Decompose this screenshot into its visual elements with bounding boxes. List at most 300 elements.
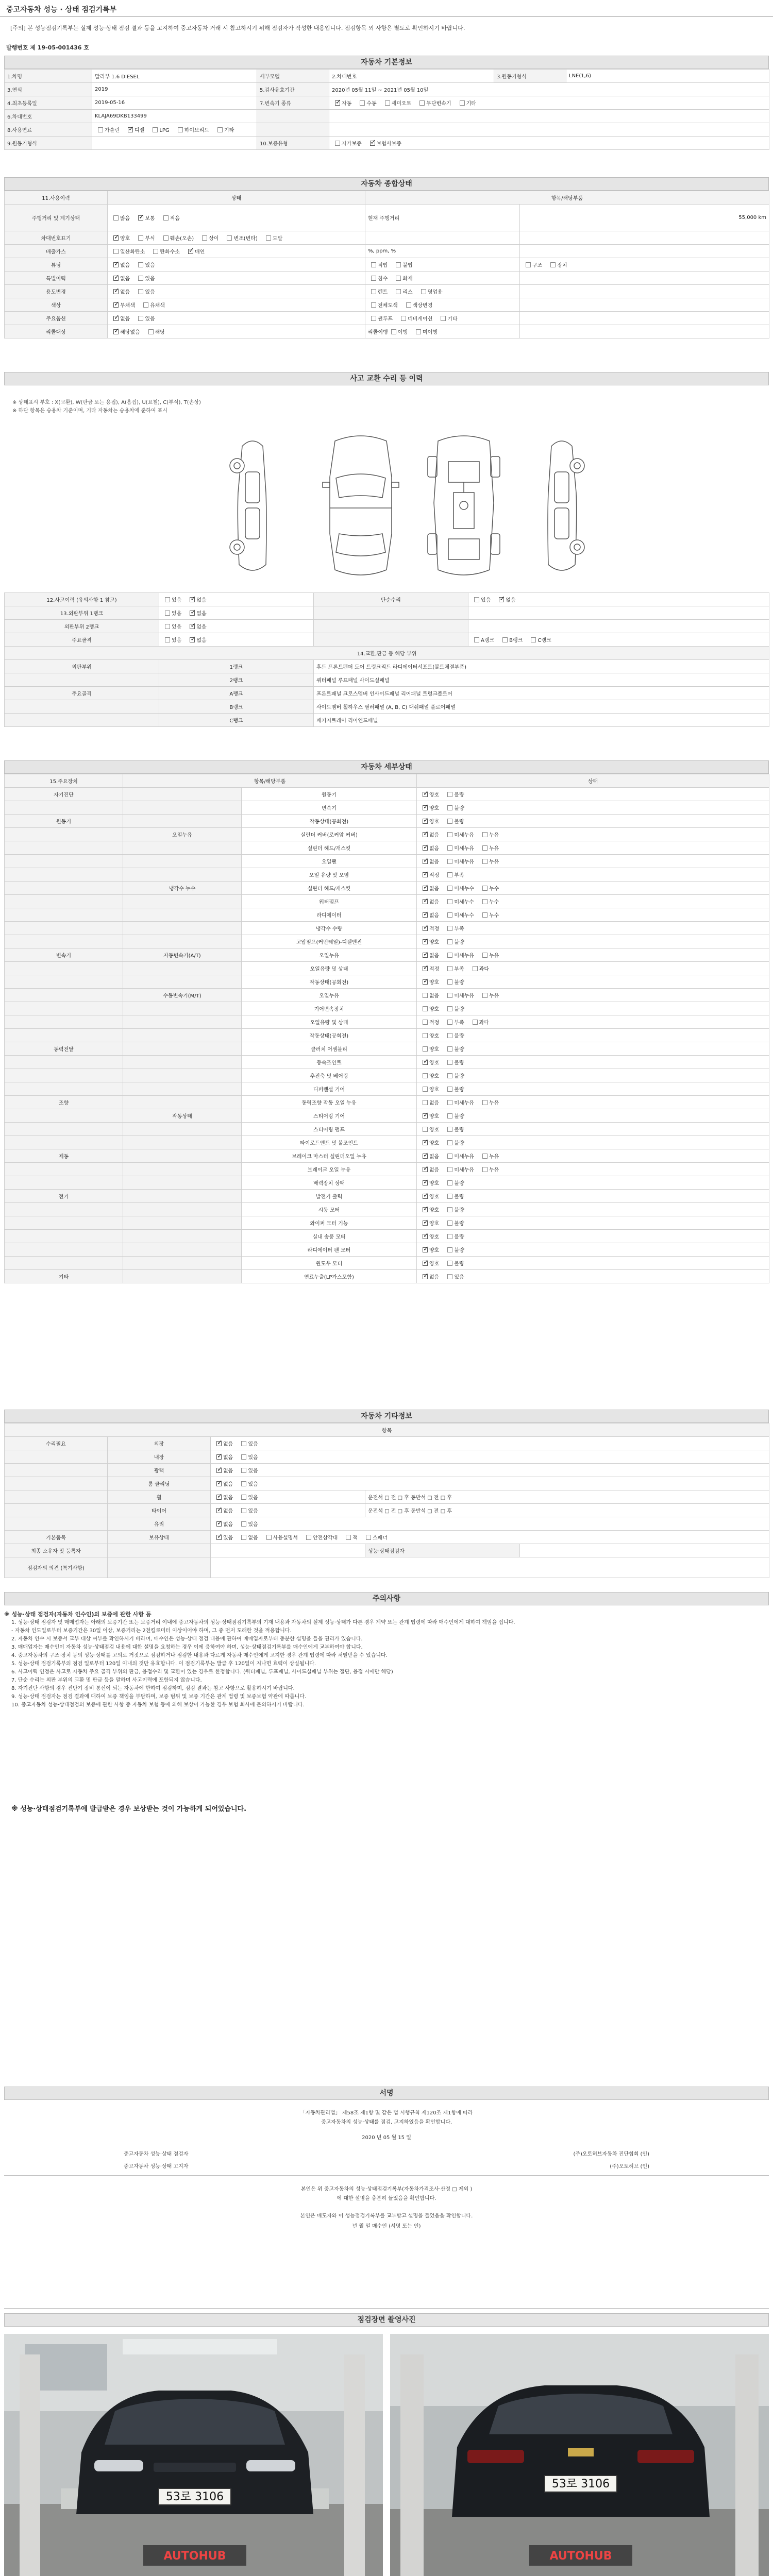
- checkbox[interactable]: [113, 316, 119, 321]
- checkbox[interactable]: [482, 912, 488, 918]
- detail-item: 오일 유량 및 오염: [242, 868, 417, 882]
- checkbox[interactable]: [423, 1046, 428, 1052]
- section-other-info: 자동차 기타정보: [4, 1410, 769, 1423]
- checkbox[interactable]: [447, 1234, 452, 1239]
- note-item: 1. 성능·상태 점검자 및 매매업자는 아래의 보증기간 또는 보증거리 이내에 중고자동차의 성능·상태점검기록부의 기재 내용과 자동차의 실제 성능·상태가 다른 경우 계약 또는 관계 법령에 따라 매수인에게 대하여 책임을 집니다.: [11, 1620, 515, 1625]
- checkbox[interactable]: [241, 1468, 246, 1473]
- other-options: [211, 1464, 769, 1477]
- parts-row: [5, 700, 769, 714]
- option: [419, 1058, 439, 1066]
- checkbox[interactable]: [447, 805, 452, 810]
- parts-group: [5, 700, 159, 714]
- checkbox[interactable]: [419, 100, 425, 106]
- basic-label: 3.연식: [5, 83, 92, 96]
- other-item: [108, 1544, 211, 1557]
- parts-row: [5, 673, 769, 687]
- other-category: [5, 1450, 108, 1464]
- option-label: 불량: [454, 1087, 464, 1093]
- option: [393, 287, 412, 295]
- checkbox[interactable]: [216, 1468, 222, 1473]
- detail-row: [5, 1257, 769, 1270]
- detail-subgroup: 자동변속기(A/T): [123, 948, 242, 962]
- option: [419, 1139, 439, 1146]
- option-label: 미세누유: [454, 846, 474, 852]
- checkbox[interactable]: [98, 127, 103, 132]
- checkbox[interactable]: [423, 1247, 428, 1252]
- overall-sub: [365, 258, 520, 272]
- checkbox[interactable]: [371, 316, 376, 321]
- checkbox[interactable]: [482, 899, 488, 904]
- checkbox[interactable]: [550, 262, 556, 267]
- option-label: 보통: [145, 216, 155, 222]
- checkbox[interactable]: [447, 1087, 452, 1092]
- checkbox[interactable]: [441, 316, 446, 321]
- checkbox[interactable]: [346, 1535, 351, 1540]
- checkbox[interactable]: [447, 1033, 452, 1038]
- checkbox[interactable]: [241, 1508, 246, 1513]
- detail-subgroup: [123, 801, 242, 815]
- basic-row: [5, 96, 769, 110]
- checkbox[interactable]: [447, 1020, 452, 1025]
- checkbox[interactable]: [499, 597, 504, 602]
- accident-row: [5, 593, 769, 606]
- other-item: 휠: [108, 1490, 211, 1504]
- option-label: 해당없음: [120, 330, 140, 335]
- checkbox[interactable]: [423, 1234, 428, 1239]
- checkbox[interactable]: [482, 886, 488, 891]
- checkbox[interactable]: [148, 329, 154, 334]
- checkbox[interactable]: [482, 845, 488, 851]
- checkbox[interactable]: [423, 1006, 428, 1011]
- option-label: 탄화수소: [160, 249, 180, 255]
- checkbox[interactable]: [423, 859, 428, 864]
- detail-category: [5, 1056, 123, 1069]
- column-header: 항목/해당부품: [123, 774, 417, 788]
- note-item: 4. 중고자동차의 구조·장치 등의 성능·상태를 고의로 거짓으로 점검하거나 점검한 내용과 다르게 자동차 매수인에게 고지한 경우 관계 법령에 따라 처벌받을 수 있습니다.: [11, 1653, 388, 1658]
- checkbox[interactable]: [391, 329, 396, 334]
- checkbox[interactable]: [188, 249, 193, 254]
- checkbox[interactable]: [138, 276, 143, 281]
- checkbox[interactable]: [371, 289, 376, 294]
- checkbox[interactable]: [447, 1167, 452, 1172]
- checkbox[interactable]: [216, 1441, 222, 1446]
- option-label: 불량: [454, 1007, 464, 1012]
- checkbox[interactable]: [113, 235, 119, 241]
- checkbox[interactable]: [202, 235, 207, 241]
- checkbox[interactable]: [366, 1535, 371, 1540]
- accident-label: 주요골격: [5, 633, 159, 647]
- checkbox[interactable]: [138, 289, 143, 294]
- option-label: 불량: [454, 792, 464, 798]
- option-label: 누유: [489, 859, 499, 865]
- checkbox[interactable]: [482, 1167, 488, 1172]
- checkbox[interactable]: [371, 302, 376, 308]
- checkbox[interactable]: [241, 1495, 246, 1500]
- checkbox[interactable]: [190, 624, 195, 629]
- checkbox[interactable]: [113, 215, 119, 221]
- checkbox[interactable]: [423, 1060, 428, 1065]
- checkbox[interactable]: [266, 235, 271, 241]
- checkbox[interactable]: [216, 1521, 222, 1527]
- checkbox[interactable]: [423, 1154, 428, 1159]
- option-label: 있음: [248, 1482, 258, 1487]
- option-label: 리스: [402, 290, 413, 295]
- checkbox[interactable]: [138, 235, 143, 241]
- checkbox[interactable]: [416, 329, 421, 334]
- checkbox[interactable]: [163, 235, 169, 241]
- checkbox[interactable]: [423, 819, 428, 824]
- checkbox[interactable]: [190, 637, 195, 642]
- detail-item: 변속기: [242, 801, 417, 815]
- checkbox[interactable]: [447, 1247, 452, 1252]
- option: [419, 1125, 439, 1133]
- option-label: 미세누수: [454, 913, 474, 919]
- checkbox[interactable]: [447, 899, 452, 904]
- detail-item: 오일유량 및 상태: [242, 962, 417, 975]
- accident-options: [468, 620, 769, 633]
- checkbox[interactable]: [113, 302, 119, 308]
- checkbox[interactable]: [113, 329, 119, 334]
- checkbox[interactable]: [216, 1508, 222, 1513]
- checkbox[interactable]: [502, 637, 508, 642]
- car-side-right-icon: [548, 441, 584, 570]
- basic-value: 2019: [92, 83, 257, 96]
- option-label: 불량: [454, 1248, 464, 1253]
- accident-options: [468, 606, 769, 620]
- checkbox[interactable]: [447, 979, 452, 985]
- checkbox[interactable]: [482, 859, 488, 864]
- option-label: 스패너: [372, 1535, 388, 1541]
- note-item: 10. 중고자동차 성능·상태점검의 보증에 관한 사항 중 자동차 보험 등에 의해 보상이 가능한 경우 보험 회사에 문의하시기 바랍니다.: [11, 1702, 305, 1708]
- option: [162, 596, 181, 603]
- checkbox[interactable]: [113, 289, 119, 294]
- checkbox[interactable]: [423, 899, 428, 904]
- detail-item: 스티어링 기어: [242, 1109, 417, 1123]
- checkbox[interactable]: [216, 1454, 222, 1460]
- checkbox[interactable]: [227, 235, 232, 241]
- option: [162, 609, 181, 617]
- note-item: 7. 단순 수리는 외판 부위의 교환 및 판금 등을 말하며 사고이력에 포함되지 않습니다.: [11, 1677, 202, 1683]
- other-options: [211, 1477, 769, 1490]
- option-label: 양호: [429, 1208, 440, 1213]
- detail-row: [5, 989, 769, 1002]
- detail-row: [5, 935, 769, 948]
- checkbox[interactable]: [526, 262, 531, 267]
- option-label: 불량: [454, 1127, 464, 1133]
- detail-status: [417, 1042, 769, 1056]
- checkbox[interactable]: [396, 289, 401, 294]
- other-category: [5, 1517, 108, 1531]
- option: [444, 897, 474, 905]
- checkbox[interactable]: [241, 1481, 246, 1486]
- option-label: 없음: [120, 316, 130, 322]
- checkbox[interactable]: [447, 1140, 452, 1145]
- checkbox[interactable]: [423, 1020, 428, 1025]
- checkbox[interactable]: [165, 624, 170, 629]
- checkbox[interactable]: [371, 276, 376, 281]
- checkbox[interactable]: [423, 966, 428, 971]
- detail-category: [5, 868, 123, 882]
- overall-value: [520, 298, 769, 312]
- checkbox[interactable]: [217, 127, 223, 132]
- checkbox[interactable]: [447, 1073, 452, 1078]
- checkbox[interactable]: [423, 845, 428, 851]
- detail-category: [5, 1216, 123, 1230]
- checkbox[interactable]: [447, 792, 452, 797]
- checkbox[interactable]: [401, 316, 406, 321]
- option-label: 디젤: [134, 128, 145, 133]
- checkbox[interactable]: [447, 1113, 452, 1118]
- checkbox[interactable]: [474, 597, 479, 602]
- detail-status: [417, 1243, 769, 1257]
- option-label: 누유: [489, 1100, 499, 1106]
- detail-subgroup: 냉각수 누수: [123, 882, 242, 895]
- checkbox[interactable]: [165, 637, 170, 642]
- overall-head-row: [5, 191, 769, 205]
- option-label: 미세누수: [454, 900, 474, 905]
- sign-divider: [4, 2175, 769, 2176]
- option-label: 양호: [429, 792, 440, 798]
- checkbox[interactable]: [153, 127, 158, 132]
- checkbox[interactable]: [447, 1006, 452, 1011]
- checkbox[interactable]: [473, 966, 478, 971]
- option: [444, 804, 464, 811]
- detail-row: [5, 882, 769, 895]
- detail-subgroup: [123, 1149, 242, 1163]
- checkbox[interactable]: [335, 100, 340, 106]
- detail-item: 디퍼렌셜 기어: [242, 1082, 417, 1096]
- option: [145, 328, 165, 335]
- detail-row: [5, 948, 769, 962]
- checkbox[interactable]: [423, 926, 428, 931]
- checkbox[interactable]: [406, 302, 411, 308]
- accident-options: [468, 593, 769, 606]
- checkbox[interactable]: [138, 215, 143, 221]
- checkbox[interactable]: [482, 1100, 488, 1105]
- detail-item: 오일누유: [242, 948, 417, 962]
- option: [471, 636, 494, 643]
- checkbox[interactable]: [447, 845, 452, 851]
- checkbox[interactable]: [335, 141, 340, 146]
- checkbox[interactable]: [482, 993, 488, 998]
- checkbox[interactable]: [447, 1100, 452, 1105]
- option-label: 양호: [429, 1060, 440, 1066]
- option-label: 훼손(오손): [170, 236, 194, 242]
- checkbox[interactable]: [165, 611, 170, 616]
- checkbox[interactable]: [113, 276, 119, 281]
- checkbox[interactable]: [385, 100, 390, 106]
- overall-sub: [365, 325, 520, 338]
- checkbox[interactable]: [190, 611, 195, 616]
- option-label: 많음: [120, 216, 130, 222]
- checkbox[interactable]: [423, 1261, 428, 1266]
- overall-label: 특별이력: [5, 272, 108, 285]
- checkbox[interactable]: [423, 1274, 428, 1279]
- option: [479, 884, 499, 892]
- checkbox[interactable]: [423, 912, 428, 918]
- parts-row: [5, 660, 769, 673]
- checkbox[interactable]: [370, 141, 375, 146]
- option: [238, 1453, 258, 1461]
- checkbox[interactable]: [216, 1481, 222, 1486]
- checkbox[interactable]: [423, 1194, 428, 1199]
- detail-subgroup: 작동상태: [123, 1109, 242, 1123]
- option-label: 적법: [378, 263, 388, 268]
- checkbox[interactable]: [113, 262, 119, 267]
- other-row: [5, 1464, 769, 1477]
- checkbox[interactable]: [241, 1454, 246, 1460]
- checkbox[interactable]: [423, 1113, 428, 1118]
- checkbox[interactable]: [360, 100, 365, 106]
- option-label: 없음: [429, 846, 440, 852]
- checkbox[interactable]: [423, 1221, 428, 1226]
- checkbox[interactable]: [447, 886, 452, 891]
- checkbox[interactable]: [423, 953, 428, 958]
- option-label: 부족: [454, 1020, 464, 1026]
- accident-label: 외판부위 2랭크: [5, 620, 159, 633]
- checkbox[interactable]: [306, 1535, 311, 1540]
- checkbox[interactable]: [447, 832, 452, 837]
- checkbox[interactable]: [531, 637, 536, 642]
- parts-items: 사이드멤버 휠하우스 필러패널 (A, B, C) 대쉬패널 플로어패널: [314, 700, 769, 714]
- checkbox[interactable]: [447, 1046, 452, 1052]
- checkbox[interactable]: [447, 859, 452, 864]
- checkbox[interactable]: [447, 1207, 452, 1212]
- checkbox[interactable]: [423, 1167, 428, 1172]
- option-label: 없음: [506, 598, 516, 603]
- detail-row: [5, 1042, 769, 1056]
- checkbox[interactable]: [423, 1180, 428, 1185]
- checkbox[interactable]: [447, 953, 452, 958]
- detail-category: [5, 935, 123, 948]
- checkbox[interactable]: [482, 1154, 488, 1159]
- checkbox[interactable]: [138, 316, 143, 321]
- other-category: [5, 1464, 108, 1477]
- option-label: 양호: [429, 1033, 440, 1039]
- checkbox[interactable]: [165, 597, 170, 602]
- option-label: 없음: [196, 598, 207, 603]
- other-extra: 운전석 □ 전 □ 후 동반석 □ 전 □ 후: [365, 1504, 769, 1517]
- option-label: 있음: [172, 598, 182, 603]
- checkbox[interactable]: [396, 262, 401, 267]
- overall-sub: [365, 285, 520, 298]
- checkbox[interactable]: [447, 926, 452, 931]
- checkbox[interactable]: [447, 1221, 452, 1226]
- checkbox[interactable]: [447, 1194, 452, 1199]
- overall-options: [108, 258, 365, 272]
- checkbox[interactable]: [396, 276, 401, 281]
- basic-value: [329, 123, 769, 137]
- checkbox[interactable]: [447, 1060, 452, 1065]
- checkbox[interactable]: [423, 1073, 428, 1078]
- checkbox[interactable]: [423, 1100, 428, 1105]
- checkbox[interactable]: [447, 1127, 452, 1132]
- option: [149, 128, 169, 133]
- option: [213, 1520, 233, 1528]
- checkbox[interactable]: [138, 262, 143, 267]
- checkbox[interactable]: [241, 1441, 246, 1446]
- checkbox[interactable]: [482, 832, 488, 837]
- detail-status: [417, 882, 769, 895]
- sign-line: 본인은 위 중고자동차의 성능·상태점검기록부(자동차가격조사·산정 □ 제외 ): [300, 2187, 473, 2192]
- option: [444, 1139, 464, 1146]
- notice-text: [주의] 본 성능점검기록부는 실제 성능·상태 점검 결과 등을 고지하여 중고자동차 거래 시 참고하시기 위해 점검자가 작성한 내용입니다. 점검항목 외 사항은 별도로 확인하시기 바랍니다.: [10, 25, 465, 31]
- option-label: 적음: [170, 216, 180, 222]
- detail-status: [417, 1257, 769, 1270]
- checkbox[interactable]: [128, 127, 133, 132]
- basic-value: KLAJA69DKB133499: [92, 110, 257, 123]
- checkbox[interactable]: [473, 1020, 478, 1025]
- option: [444, 911, 474, 919]
- accident-row: [5, 606, 769, 620]
- checkbox[interactable]: [447, 993, 452, 998]
- checkbox[interactable]: [447, 1154, 452, 1159]
- detail-category: 조향: [5, 1096, 123, 1109]
- checkbox[interactable]: [482, 953, 488, 958]
- basic-label: 5.검사유효기간: [257, 83, 329, 96]
- checkbox[interactable]: [423, 792, 428, 797]
- checkbox[interactable]: [447, 872, 452, 877]
- checkbox[interactable]: [423, 886, 428, 891]
- checkbox[interactable]: [423, 979, 428, 985]
- checkbox[interactable]: [474, 637, 479, 642]
- checkbox[interactable]: [423, 1087, 428, 1092]
- checkbox[interactable]: [216, 1535, 222, 1540]
- other-category: [5, 1504, 108, 1517]
- checkbox[interactable]: [178, 127, 183, 132]
- checkbox[interactable]: [423, 939, 428, 944]
- overall-row: [5, 285, 769, 298]
- option: [444, 884, 474, 892]
- checkbox[interactable]: [447, 912, 452, 918]
- checkbox[interactable]: [447, 819, 452, 824]
- checkbox[interactable]: [143, 302, 148, 308]
- checkbox[interactable]: [113, 249, 119, 254]
- detail-row: [5, 1270, 769, 1283]
- checkbox[interactable]: [190, 597, 195, 602]
- checkbox[interactable]: [266, 1535, 272, 1540]
- checkbox[interactable]: [423, 993, 428, 998]
- checkbox[interactable]: [423, 1207, 428, 1212]
- checkbox[interactable]: [447, 939, 452, 944]
- checkbox[interactable]: [216, 1495, 222, 1500]
- checkbox[interactable]: [447, 1261, 452, 1266]
- checkbox[interactable]: [163, 215, 169, 221]
- checkbox[interactable]: [423, 1127, 428, 1132]
- checkbox[interactable]: [460, 100, 465, 106]
- checkbox[interactable]: [371, 262, 376, 267]
- detail-row: [5, 1002, 769, 1015]
- checkbox[interactable]: [423, 832, 428, 837]
- option: [393, 274, 412, 282]
- checkbox[interactable]: [241, 1535, 246, 1540]
- detail-category: 전기: [5, 1190, 123, 1203]
- checkbox[interactable]: [153, 249, 158, 254]
- checkbox[interactable]: [241, 1521, 246, 1527]
- checkbox[interactable]: [447, 966, 452, 971]
- checkbox[interactable]: [421, 289, 426, 294]
- option: [419, 1179, 439, 1187]
- checkbox[interactable]: [447, 1180, 452, 1185]
- detail-status: [417, 1056, 769, 1069]
- checkbox[interactable]: [423, 872, 428, 877]
- option: [162, 636, 181, 643]
- detail-subgroup: [123, 908, 242, 922]
- checkbox[interactable]: [447, 1274, 452, 1279]
- checkbox[interactable]: [423, 805, 428, 810]
- checkbox[interactable]: [423, 1033, 428, 1038]
- checkbox[interactable]: [423, 1140, 428, 1145]
